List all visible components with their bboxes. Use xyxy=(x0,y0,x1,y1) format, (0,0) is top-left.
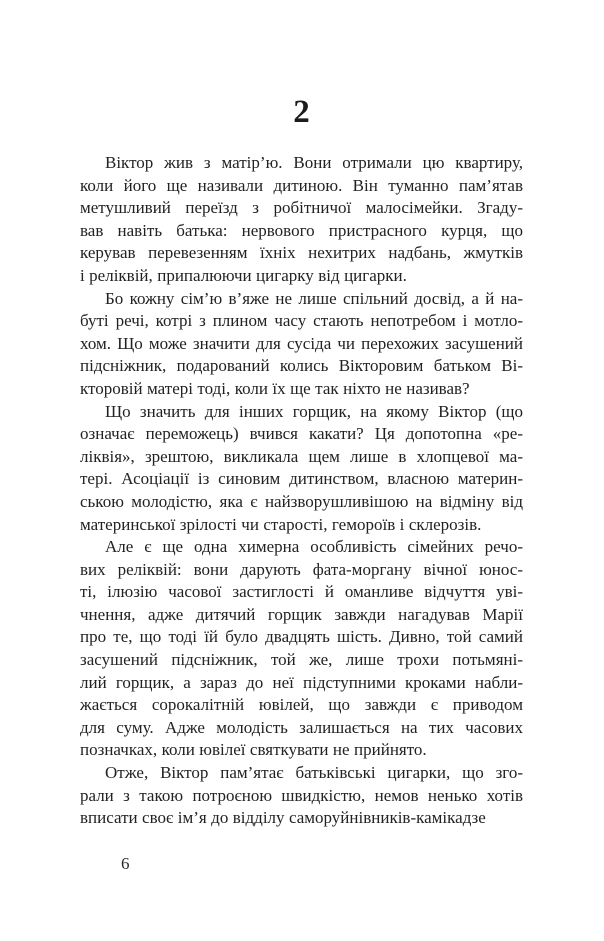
text-line: жається сорокалітній ювілей, що завжди є приводом xyxy=(80,695,523,715)
text-line: підсніжник, подарований колись Вікторовим батьком Ві- xyxy=(80,356,523,376)
paragraph xyxy=(80,288,523,401)
paragraph xyxy=(80,401,523,537)
text-line: Віктор жив з матір’ю. Вони отримали цю квартиру, xyxy=(105,153,523,172)
text-line: кторовій матері тоді, коли їх ще так ніхто не називав? xyxy=(80,378,470,398)
text-line: вав навіть батька: нервового пристрасного курця, що xyxy=(80,220,523,240)
text-line: буті речі, котрі з плином часу стають непотребом і мотло- xyxy=(80,311,523,331)
paragraph xyxy=(80,762,523,830)
text-line: тері. Асоціації із синовим дитинством, власною материн- xyxy=(80,469,523,489)
text-line: рали з такою потроєною швидкістю, немов ненько хотів xyxy=(80,785,523,805)
text-line: метушливий переїзд з робітничої малосімейки. Згаду- xyxy=(80,198,523,218)
text-line: коли його ще називали дитиною. Він туманно пам’ятав xyxy=(80,175,523,195)
text-line: материнської зрілості чи старості, гемороїв і склерозів. xyxy=(80,514,482,534)
text-line: лий горщик, а зараз до неї підступними кроками набли- xyxy=(80,672,523,692)
text-line: і реліквій, припалюючи цигарку від цигарки. xyxy=(80,265,407,285)
text-line: ською молодістю, яка є найзворушливішою на відміну від xyxy=(80,491,523,511)
paragraph xyxy=(80,536,523,762)
text-line: Але є ще одна химерна особливість сімейних речо- xyxy=(105,537,523,557)
page-number: 6 xyxy=(121,854,130,873)
text-line: засушений підсніжник, той же, лише трохи потьмяні- xyxy=(80,650,523,670)
text-line: керував перевезенням їхніх нехитрих надбань, жмутків xyxy=(80,243,523,263)
text-line: ліквія», зрештою, викликала щем лише в хлопцевої ма- xyxy=(80,446,523,466)
text-line: вписати своє ім’я до відділу саморуйнівників-камікадзе xyxy=(80,808,486,828)
text-line: ті, ілюзію часової застиглості й оманливе відчуття уві- xyxy=(80,582,523,602)
text-line: Бо кожну сім’ю в’яже не лише спільний досвід, а й на- xyxy=(105,288,523,308)
text-line: означає переможець) вчився какати? Ця допотопна «ре- xyxy=(80,424,523,444)
text-line: Що значить для інших горщик, на якому Віктор (що xyxy=(105,401,523,421)
paragraph xyxy=(80,152,523,288)
text-line: хом. Що може значити для сусіда чи перехожих засушений xyxy=(80,333,523,353)
body-text xyxy=(80,152,523,830)
text-line: вих реліквій: вони дарують фата-моргану вічної юнос- xyxy=(80,559,523,579)
text-line: Отже, Віктор пам’ятає батьківські цигарки, що зго- xyxy=(105,763,523,783)
chapter-number: 2 xyxy=(293,94,310,130)
text-line: для суму. Адже молодість залишається на тих часових xyxy=(80,717,523,737)
text-line: позначках, коли ювілеї святкувати не прийнято. xyxy=(80,740,427,760)
text-line: чнення, адже дитячий горщик завжди нагадував Марії xyxy=(80,604,523,624)
text-line: про те, що тоді їй було двадцять шість. Дивно, той самий xyxy=(80,627,523,647)
